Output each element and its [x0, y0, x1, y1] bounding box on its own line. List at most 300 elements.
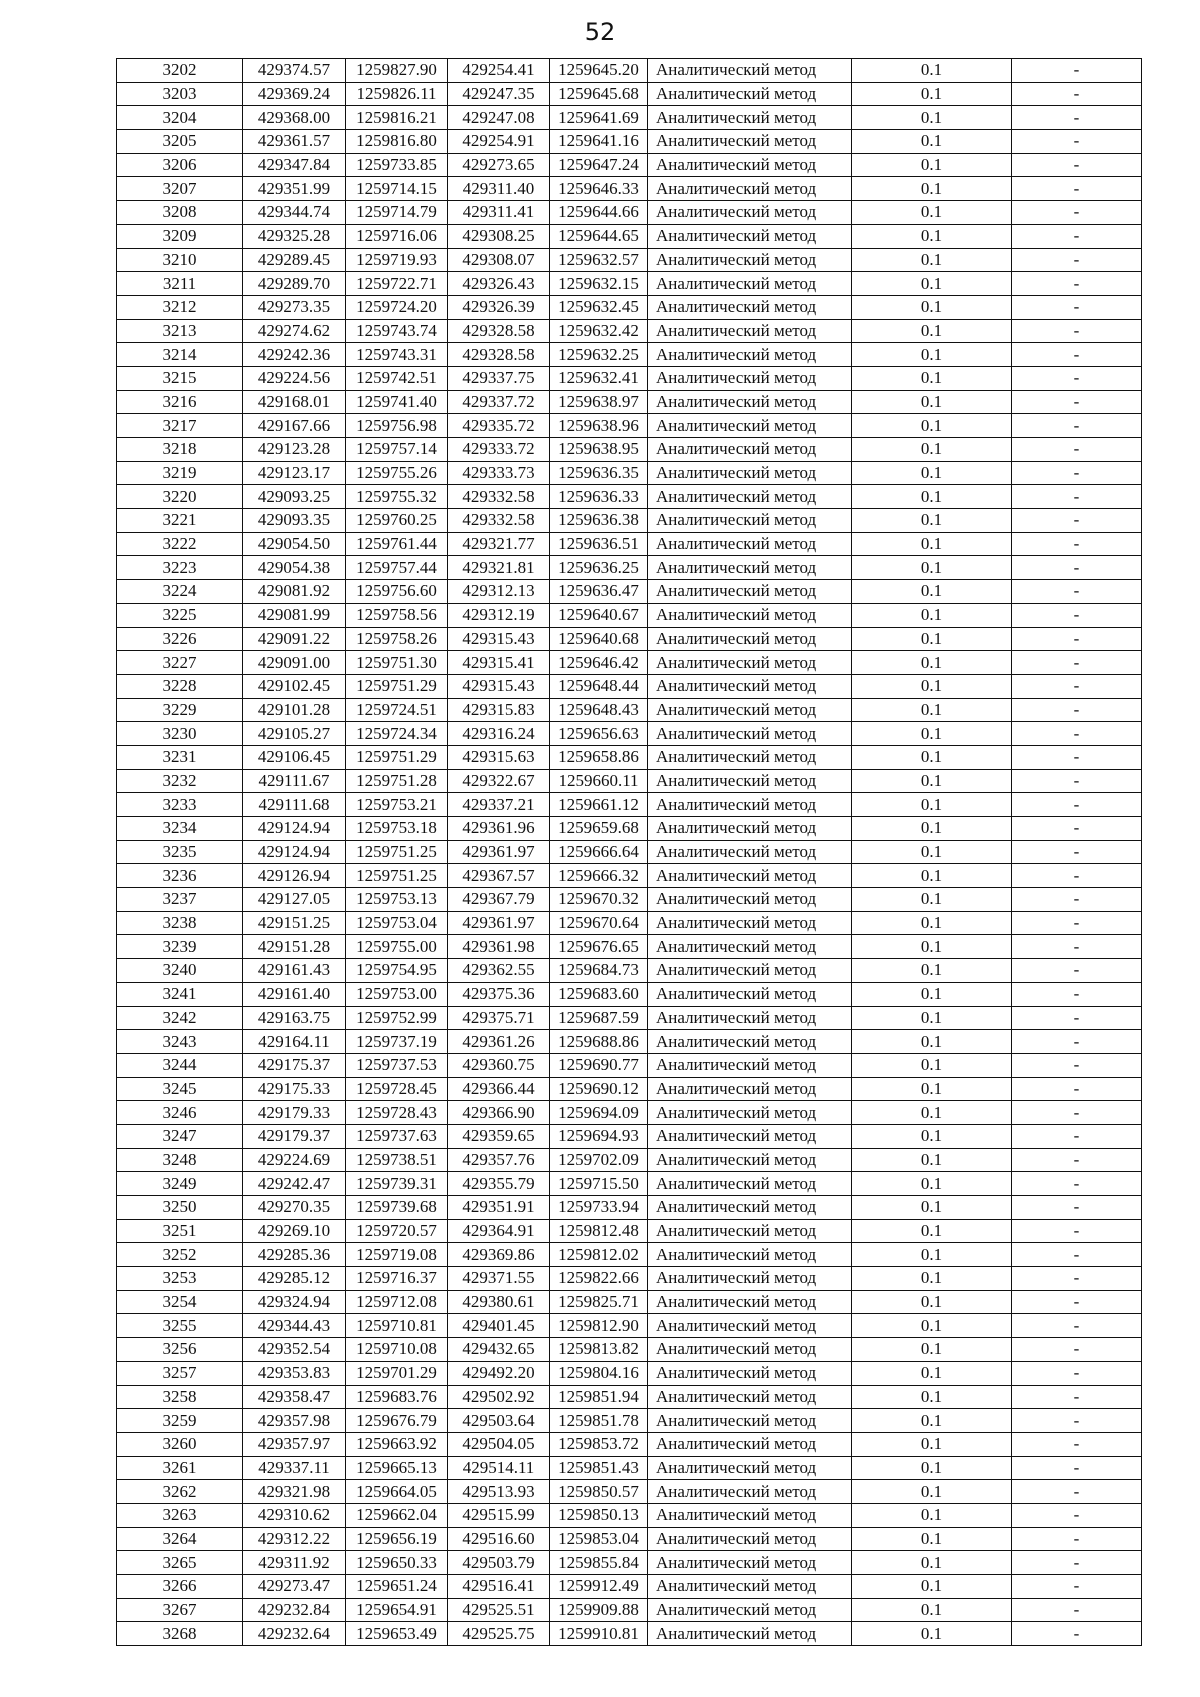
method-cell: Аналитический метод: [648, 556, 852, 580]
x1-cell: 429123.17: [243, 461, 346, 485]
note-cell: -: [1012, 722, 1142, 746]
y2-cell: 1259912.49: [550, 1575, 648, 1599]
x1-cell: 429124.94: [243, 817, 346, 841]
y1-cell: 1259753.04: [346, 911, 448, 935]
note-cell: -: [1012, 982, 1142, 1006]
y2-cell: 1259636.51: [550, 532, 648, 556]
y2-cell: 1259670.64: [550, 911, 648, 935]
method-cell: Аналитический метод: [648, 532, 852, 556]
x2-cell: 429308.07: [448, 248, 550, 272]
table-row: [117, 1006, 1142, 1030]
note-cell: -: [1012, 319, 1142, 343]
method-cell: Аналитический метод: [648, 1196, 852, 1220]
method-cell: Аналитический метод: [648, 414, 852, 438]
x2-cell: 429321.77: [448, 532, 550, 556]
x1-cell: 429274.62: [243, 319, 346, 343]
x2-cell: 429366.44: [448, 1077, 550, 1101]
note-cell: -: [1012, 1148, 1142, 1172]
x2-cell: 429247.35: [448, 82, 550, 106]
note-cell: -: [1012, 224, 1142, 248]
y2-cell: 1259684.73: [550, 959, 648, 983]
x1-cell: 429312.22: [243, 1527, 346, 1551]
accuracy-cell: 0.1: [852, 1006, 1012, 1030]
x2-cell: 429333.72: [448, 438, 550, 462]
y2-cell: 1259853.04: [550, 1527, 648, 1551]
point-number-cell: 3236: [117, 864, 243, 888]
method-cell: Аналитический метод: [648, 722, 852, 746]
x1-cell: 429081.92: [243, 580, 346, 604]
y1-cell: 1259683.76: [346, 1385, 448, 1409]
accuracy-cell: 0.1: [852, 840, 1012, 864]
x2-cell: 429321.81: [448, 556, 550, 580]
x2-cell: 429333.73: [448, 461, 550, 485]
y2-cell: 1259638.97: [550, 390, 648, 414]
table-row: [117, 414, 1142, 438]
x2-cell: 429516.60: [448, 1527, 550, 1551]
x2-cell: 429492.20: [448, 1361, 550, 1385]
method-cell: Аналитический метод: [648, 295, 852, 319]
table-row: [117, 343, 1142, 367]
y1-cell: 1259752.99: [346, 1006, 448, 1030]
x2-cell: 429351.91: [448, 1196, 550, 1220]
table-row: [117, 1456, 1142, 1480]
table-row: [117, 461, 1142, 485]
y2-cell: 1259812.02: [550, 1243, 648, 1267]
table-row: [117, 1053, 1142, 1077]
method-cell: Аналитический метод: [648, 1053, 852, 1077]
x2-cell: 429315.63: [448, 745, 550, 769]
y1-cell: 1259743.31: [346, 343, 448, 367]
accuracy-cell: 0.1: [852, 390, 1012, 414]
point-number-cell: 3239: [117, 935, 243, 959]
x2-cell: 429364.91: [448, 1219, 550, 1243]
accuracy-cell: 0.1: [852, 1409, 1012, 1433]
method-cell: Аналитический метод: [648, 343, 852, 367]
x1-cell: 429311.92: [243, 1551, 346, 1575]
x2-cell: 429360.75: [448, 1053, 550, 1077]
accuracy-cell: 0.1: [852, 319, 1012, 343]
x2-cell: 429315.43: [448, 627, 550, 651]
x2-cell: 429361.97: [448, 840, 550, 864]
table-row: [117, 485, 1142, 509]
y1-cell: 1259714.79: [346, 201, 448, 225]
x1-cell: 429352.54: [243, 1338, 346, 1362]
note-cell: -: [1012, 509, 1142, 533]
table-row: [117, 59, 1142, 83]
x1-cell: 429102.45: [243, 674, 346, 698]
y2-cell: 1259632.57: [550, 248, 648, 272]
table-row: [117, 1551, 1142, 1575]
y2-cell: 1259851.94: [550, 1385, 648, 1409]
x2-cell: 429332.58: [448, 509, 550, 533]
point-number-cell: 3263: [117, 1503, 243, 1527]
point-number-cell: 3226: [117, 627, 243, 651]
note-cell: -: [1012, 1338, 1142, 1362]
accuracy-cell: 0.1: [852, 1172, 1012, 1196]
x2-cell: 429315.41: [448, 651, 550, 675]
accuracy-cell: 0.1: [852, 485, 1012, 509]
point-number-cell: 3228: [117, 674, 243, 698]
x1-cell: 429224.56: [243, 366, 346, 390]
point-number-cell: 3251: [117, 1219, 243, 1243]
x2-cell: 429247.08: [448, 106, 550, 130]
method-cell: Аналитический метод: [648, 1030, 852, 1054]
x1-cell: 429054.50: [243, 532, 346, 556]
point-number-cell: 3221: [117, 509, 243, 533]
table-row: [117, 1243, 1142, 1267]
y1-cell: 1259816.80: [346, 130, 448, 154]
point-number-cell: 3235: [117, 840, 243, 864]
y1-cell: 1259760.25: [346, 509, 448, 533]
x1-cell: 429179.37: [243, 1124, 346, 1148]
x2-cell: 429359.65: [448, 1124, 550, 1148]
x2-cell: 429502.92: [448, 1385, 550, 1409]
method-cell: Аналитический метод: [648, 1006, 852, 1030]
accuracy-cell: 0.1: [852, 1338, 1012, 1362]
accuracy-cell: 0.1: [852, 343, 1012, 367]
y1-cell: 1259737.53: [346, 1053, 448, 1077]
accuracy-cell: 0.1: [852, 911, 1012, 935]
y2-cell: 1259687.59: [550, 1006, 648, 1030]
x1-cell: 429289.45: [243, 248, 346, 272]
y2-cell: 1259813.82: [550, 1338, 648, 1362]
x1-cell: 429368.00: [243, 106, 346, 130]
note-cell: -: [1012, 1077, 1142, 1101]
method-cell: Аналитический метод: [648, 1243, 852, 1267]
accuracy-cell: 0.1: [852, 864, 1012, 888]
y1-cell: 1259758.56: [346, 603, 448, 627]
x1-cell: 429347.84: [243, 153, 346, 177]
x1-cell: 429106.45: [243, 745, 346, 769]
note-cell: -: [1012, 366, 1142, 390]
x1-cell: 429361.57: [243, 130, 346, 154]
table-row: [117, 1196, 1142, 1220]
y2-cell: 1259659.68: [550, 817, 648, 841]
x2-cell: 429367.79: [448, 888, 550, 912]
table-row: [117, 1409, 1142, 1433]
note-cell: -: [1012, 1101, 1142, 1125]
y1-cell: 1259816.21: [346, 106, 448, 130]
point-number-cell: 3217: [117, 414, 243, 438]
y2-cell: 1259645.20: [550, 59, 648, 83]
method-cell: Аналитический метод: [648, 224, 852, 248]
point-number-cell: 3261: [117, 1456, 243, 1480]
method-cell: Аналитический метод: [648, 935, 852, 959]
method-cell: Аналитический метод: [648, 461, 852, 485]
table-row: [117, 130, 1142, 154]
table-row: [117, 1527, 1142, 1551]
note-cell: -: [1012, 793, 1142, 817]
y1-cell: 1259716.37: [346, 1267, 448, 1291]
accuracy-cell: 0.1: [852, 817, 1012, 841]
point-number-cell: 3227: [117, 651, 243, 675]
x1-cell: 429127.05: [243, 888, 346, 912]
y1-cell: 1259651.24: [346, 1575, 448, 1599]
point-number-cell: 3208: [117, 201, 243, 225]
note-cell: -: [1012, 1030, 1142, 1054]
point-number-cell: 3244: [117, 1053, 243, 1077]
x1-cell: 429151.25: [243, 911, 346, 935]
y1-cell: 1259720.57: [346, 1219, 448, 1243]
table-row: [117, 959, 1142, 983]
y1-cell: 1259664.05: [346, 1480, 448, 1504]
method-cell: Аналитический метод: [648, 248, 852, 272]
x1-cell: 429168.01: [243, 390, 346, 414]
point-number-cell: 3218: [117, 438, 243, 462]
y2-cell: 1259647.24: [550, 153, 648, 177]
table-row: [117, 295, 1142, 319]
note-cell: -: [1012, 1053, 1142, 1077]
accuracy-cell: 0.1: [852, 153, 1012, 177]
table-row: [117, 1219, 1142, 1243]
point-number-cell: 3203: [117, 82, 243, 106]
point-number-cell: 3224: [117, 580, 243, 604]
method-cell: Аналитический метод: [648, 888, 852, 912]
table-row: [117, 888, 1142, 912]
y2-cell: 1259644.65: [550, 224, 648, 248]
accuracy-cell: 0.1: [852, 1219, 1012, 1243]
note-cell: -: [1012, 627, 1142, 651]
point-number-cell: 3215: [117, 366, 243, 390]
method-cell: Аналитический метод: [648, 1290, 852, 1314]
point-number-cell: 3258: [117, 1385, 243, 1409]
note-cell: -: [1012, 674, 1142, 698]
y1-cell: 1259751.29: [346, 745, 448, 769]
note-cell: -: [1012, 177, 1142, 201]
y2-cell: 1259636.25: [550, 556, 648, 580]
accuracy-cell: 0.1: [852, 959, 1012, 983]
note-cell: -: [1012, 295, 1142, 319]
table-row: [117, 580, 1142, 604]
accuracy-cell: 0.1: [852, 1077, 1012, 1101]
accuracy-cell: 0.1: [852, 1267, 1012, 1291]
note-cell: -: [1012, 935, 1142, 959]
y2-cell: 1259825.71: [550, 1290, 648, 1314]
point-number-cell: 3243: [117, 1030, 243, 1054]
y2-cell: 1259638.96: [550, 414, 648, 438]
accuracy-cell: 0.1: [852, 201, 1012, 225]
table-row: [117, 1432, 1142, 1456]
accuracy-cell: 0.1: [852, 1290, 1012, 1314]
table-row: [117, 1077, 1142, 1101]
y2-cell: 1259851.43: [550, 1456, 648, 1480]
y2-cell: 1259636.33: [550, 485, 648, 509]
accuracy-cell: 0.1: [852, 1124, 1012, 1148]
point-number-cell: 3212: [117, 295, 243, 319]
y1-cell: 1259728.43: [346, 1101, 448, 1125]
accuracy-cell: 0.1: [852, 532, 1012, 556]
point-number-cell: 3238: [117, 911, 243, 935]
x1-cell: 429054.38: [243, 556, 346, 580]
accuracy-cell: 0.1: [852, 1527, 1012, 1551]
point-number-cell: 3231: [117, 745, 243, 769]
y2-cell: 1259632.45: [550, 295, 648, 319]
y2-cell: 1259850.57: [550, 1480, 648, 1504]
note-cell: -: [1012, 745, 1142, 769]
method-cell: Аналитический метод: [648, 1361, 852, 1385]
point-number-cell: 3220: [117, 485, 243, 509]
accuracy-cell: 0.1: [852, 1622, 1012, 1646]
x2-cell: 429254.91: [448, 130, 550, 154]
accuracy-cell: 0.1: [852, 272, 1012, 296]
x2-cell: 429516.41: [448, 1575, 550, 1599]
y2-cell: 1259850.13: [550, 1503, 648, 1527]
table-row: [117, 911, 1142, 935]
x1-cell: 429101.28: [243, 698, 346, 722]
table-row: [117, 1172, 1142, 1196]
table-row: [117, 366, 1142, 390]
accuracy-cell: 0.1: [852, 1314, 1012, 1338]
note-cell: -: [1012, 1622, 1142, 1646]
note-cell: -: [1012, 106, 1142, 130]
note-cell: -: [1012, 1219, 1142, 1243]
table-row: [117, 769, 1142, 793]
point-number-cell: 3268: [117, 1622, 243, 1646]
x1-cell: 429321.98: [243, 1480, 346, 1504]
table-row: [117, 1361, 1142, 1385]
y1-cell: 1259654.91: [346, 1598, 448, 1622]
note-cell: -: [1012, 580, 1142, 604]
y1-cell: 1259757.44: [346, 556, 448, 580]
y1-cell: 1259756.60: [346, 580, 448, 604]
y2-cell: 1259812.90: [550, 1314, 648, 1338]
x2-cell: 429525.75: [448, 1622, 550, 1646]
note-cell: -: [1012, 840, 1142, 864]
y2-cell: 1259638.95: [550, 438, 648, 462]
x1-cell: 429167.66: [243, 414, 346, 438]
y2-cell: 1259666.32: [550, 864, 648, 888]
y2-cell: 1259656.63: [550, 722, 648, 746]
y1-cell: 1259663.92: [346, 1432, 448, 1456]
y2-cell: 1259636.38: [550, 509, 648, 533]
table-row: [117, 1148, 1142, 1172]
x1-cell: 429175.37: [243, 1053, 346, 1077]
y1-cell: 1259653.49: [346, 1622, 448, 1646]
x1-cell: 429081.99: [243, 603, 346, 627]
table-row: [117, 935, 1142, 959]
y1-cell: 1259712.08: [346, 1290, 448, 1314]
point-number-cell: 3264: [117, 1527, 243, 1551]
accuracy-cell: 0.1: [852, 1030, 1012, 1054]
x2-cell: 429375.36: [448, 982, 550, 1006]
y1-cell: 1259753.13: [346, 888, 448, 912]
method-cell: Аналитический метод: [648, 509, 852, 533]
x2-cell: 429312.13: [448, 580, 550, 604]
x1-cell: 429242.36: [243, 343, 346, 367]
table-row: [117, 1503, 1142, 1527]
point-number-cell: 3207: [117, 177, 243, 201]
table-row: [117, 745, 1142, 769]
method-cell: Аналитический метод: [648, 651, 852, 675]
point-number-cell: 3216: [117, 390, 243, 414]
y2-cell: 1259822.66: [550, 1267, 648, 1291]
y1-cell: 1259741.40: [346, 390, 448, 414]
y1-cell: 1259758.26: [346, 627, 448, 651]
x1-cell: 429224.69: [243, 1148, 346, 1172]
y2-cell: 1259660.11: [550, 769, 648, 793]
accuracy-cell: 0.1: [852, 1480, 1012, 1504]
y1-cell: 1259719.93: [346, 248, 448, 272]
x2-cell: 429361.97: [448, 911, 550, 935]
note-cell: -: [1012, 888, 1142, 912]
point-number-cell: 3246: [117, 1101, 243, 1125]
method-cell: Аналитический метод: [648, 130, 852, 154]
x2-cell: 429337.75: [448, 366, 550, 390]
table-row: [117, 864, 1142, 888]
x2-cell: 429361.26: [448, 1030, 550, 1054]
x2-cell: 429375.71: [448, 1006, 550, 1030]
y1-cell: 1259755.32: [346, 485, 448, 509]
point-number-cell: 3266: [117, 1575, 243, 1599]
y2-cell: 1259688.86: [550, 1030, 648, 1054]
y1-cell: 1259710.81: [346, 1314, 448, 1338]
point-number-cell: 3206: [117, 153, 243, 177]
point-number-cell: 3213: [117, 319, 243, 343]
y1-cell: 1259751.28: [346, 769, 448, 793]
method-cell: Аналитический метод: [648, 1622, 852, 1646]
accuracy-cell: 0.1: [852, 935, 1012, 959]
point-number-cell: 3229: [117, 698, 243, 722]
y2-cell: 1259715.50: [550, 1172, 648, 1196]
y2-cell: 1259658.86: [550, 745, 648, 769]
point-number-cell: 3250: [117, 1196, 243, 1220]
x2-cell: 429316.24: [448, 722, 550, 746]
x2-cell: 429308.25: [448, 224, 550, 248]
table-row: [117, 390, 1142, 414]
note-cell: -: [1012, 1361, 1142, 1385]
note-cell: -: [1012, 248, 1142, 272]
y2-cell: 1259670.32: [550, 888, 648, 912]
method-cell: Аналитический метод: [648, 769, 852, 793]
table-body: [117, 59, 1142, 1646]
point-number-cell: 3255: [117, 1314, 243, 1338]
table-row: [117, 1267, 1142, 1291]
x1-cell: 429111.68: [243, 793, 346, 817]
x2-cell: 429326.39: [448, 295, 550, 319]
note-cell: -: [1012, 864, 1142, 888]
point-number-cell: 3267: [117, 1598, 243, 1622]
point-number-cell: 3249: [117, 1172, 243, 1196]
y1-cell: 1259753.21: [346, 793, 448, 817]
table-row: [117, 1124, 1142, 1148]
x2-cell: 429513.93: [448, 1480, 550, 1504]
y1-cell: 1259751.25: [346, 840, 448, 864]
accuracy-cell: 0.1: [852, 556, 1012, 580]
accuracy-cell: 0.1: [852, 603, 1012, 627]
x2-cell: 429328.58: [448, 343, 550, 367]
point-number-cell: 3234: [117, 817, 243, 841]
y1-cell: 1259738.51: [346, 1148, 448, 1172]
x2-cell: 429311.40: [448, 177, 550, 201]
point-number-cell: 3257: [117, 1361, 243, 1385]
x2-cell: 429254.41: [448, 59, 550, 83]
y1-cell: 1259751.30: [346, 651, 448, 675]
x1-cell: 429242.47: [243, 1172, 346, 1196]
note-cell: -: [1012, 1243, 1142, 1267]
y2-cell: 1259644.66: [550, 201, 648, 225]
y2-cell: 1259632.42: [550, 319, 648, 343]
table-row: [117, 722, 1142, 746]
table-row: [117, 651, 1142, 675]
x1-cell: 429163.75: [243, 1006, 346, 1030]
x2-cell: 429503.79: [448, 1551, 550, 1575]
method-cell: Аналитический метод: [648, 438, 852, 462]
note-cell: -: [1012, 461, 1142, 485]
x2-cell: 429315.43: [448, 674, 550, 698]
y1-cell: 1259722.71: [346, 272, 448, 296]
x1-cell: 429232.64: [243, 1622, 346, 1646]
x1-cell: 429270.35: [243, 1196, 346, 1220]
